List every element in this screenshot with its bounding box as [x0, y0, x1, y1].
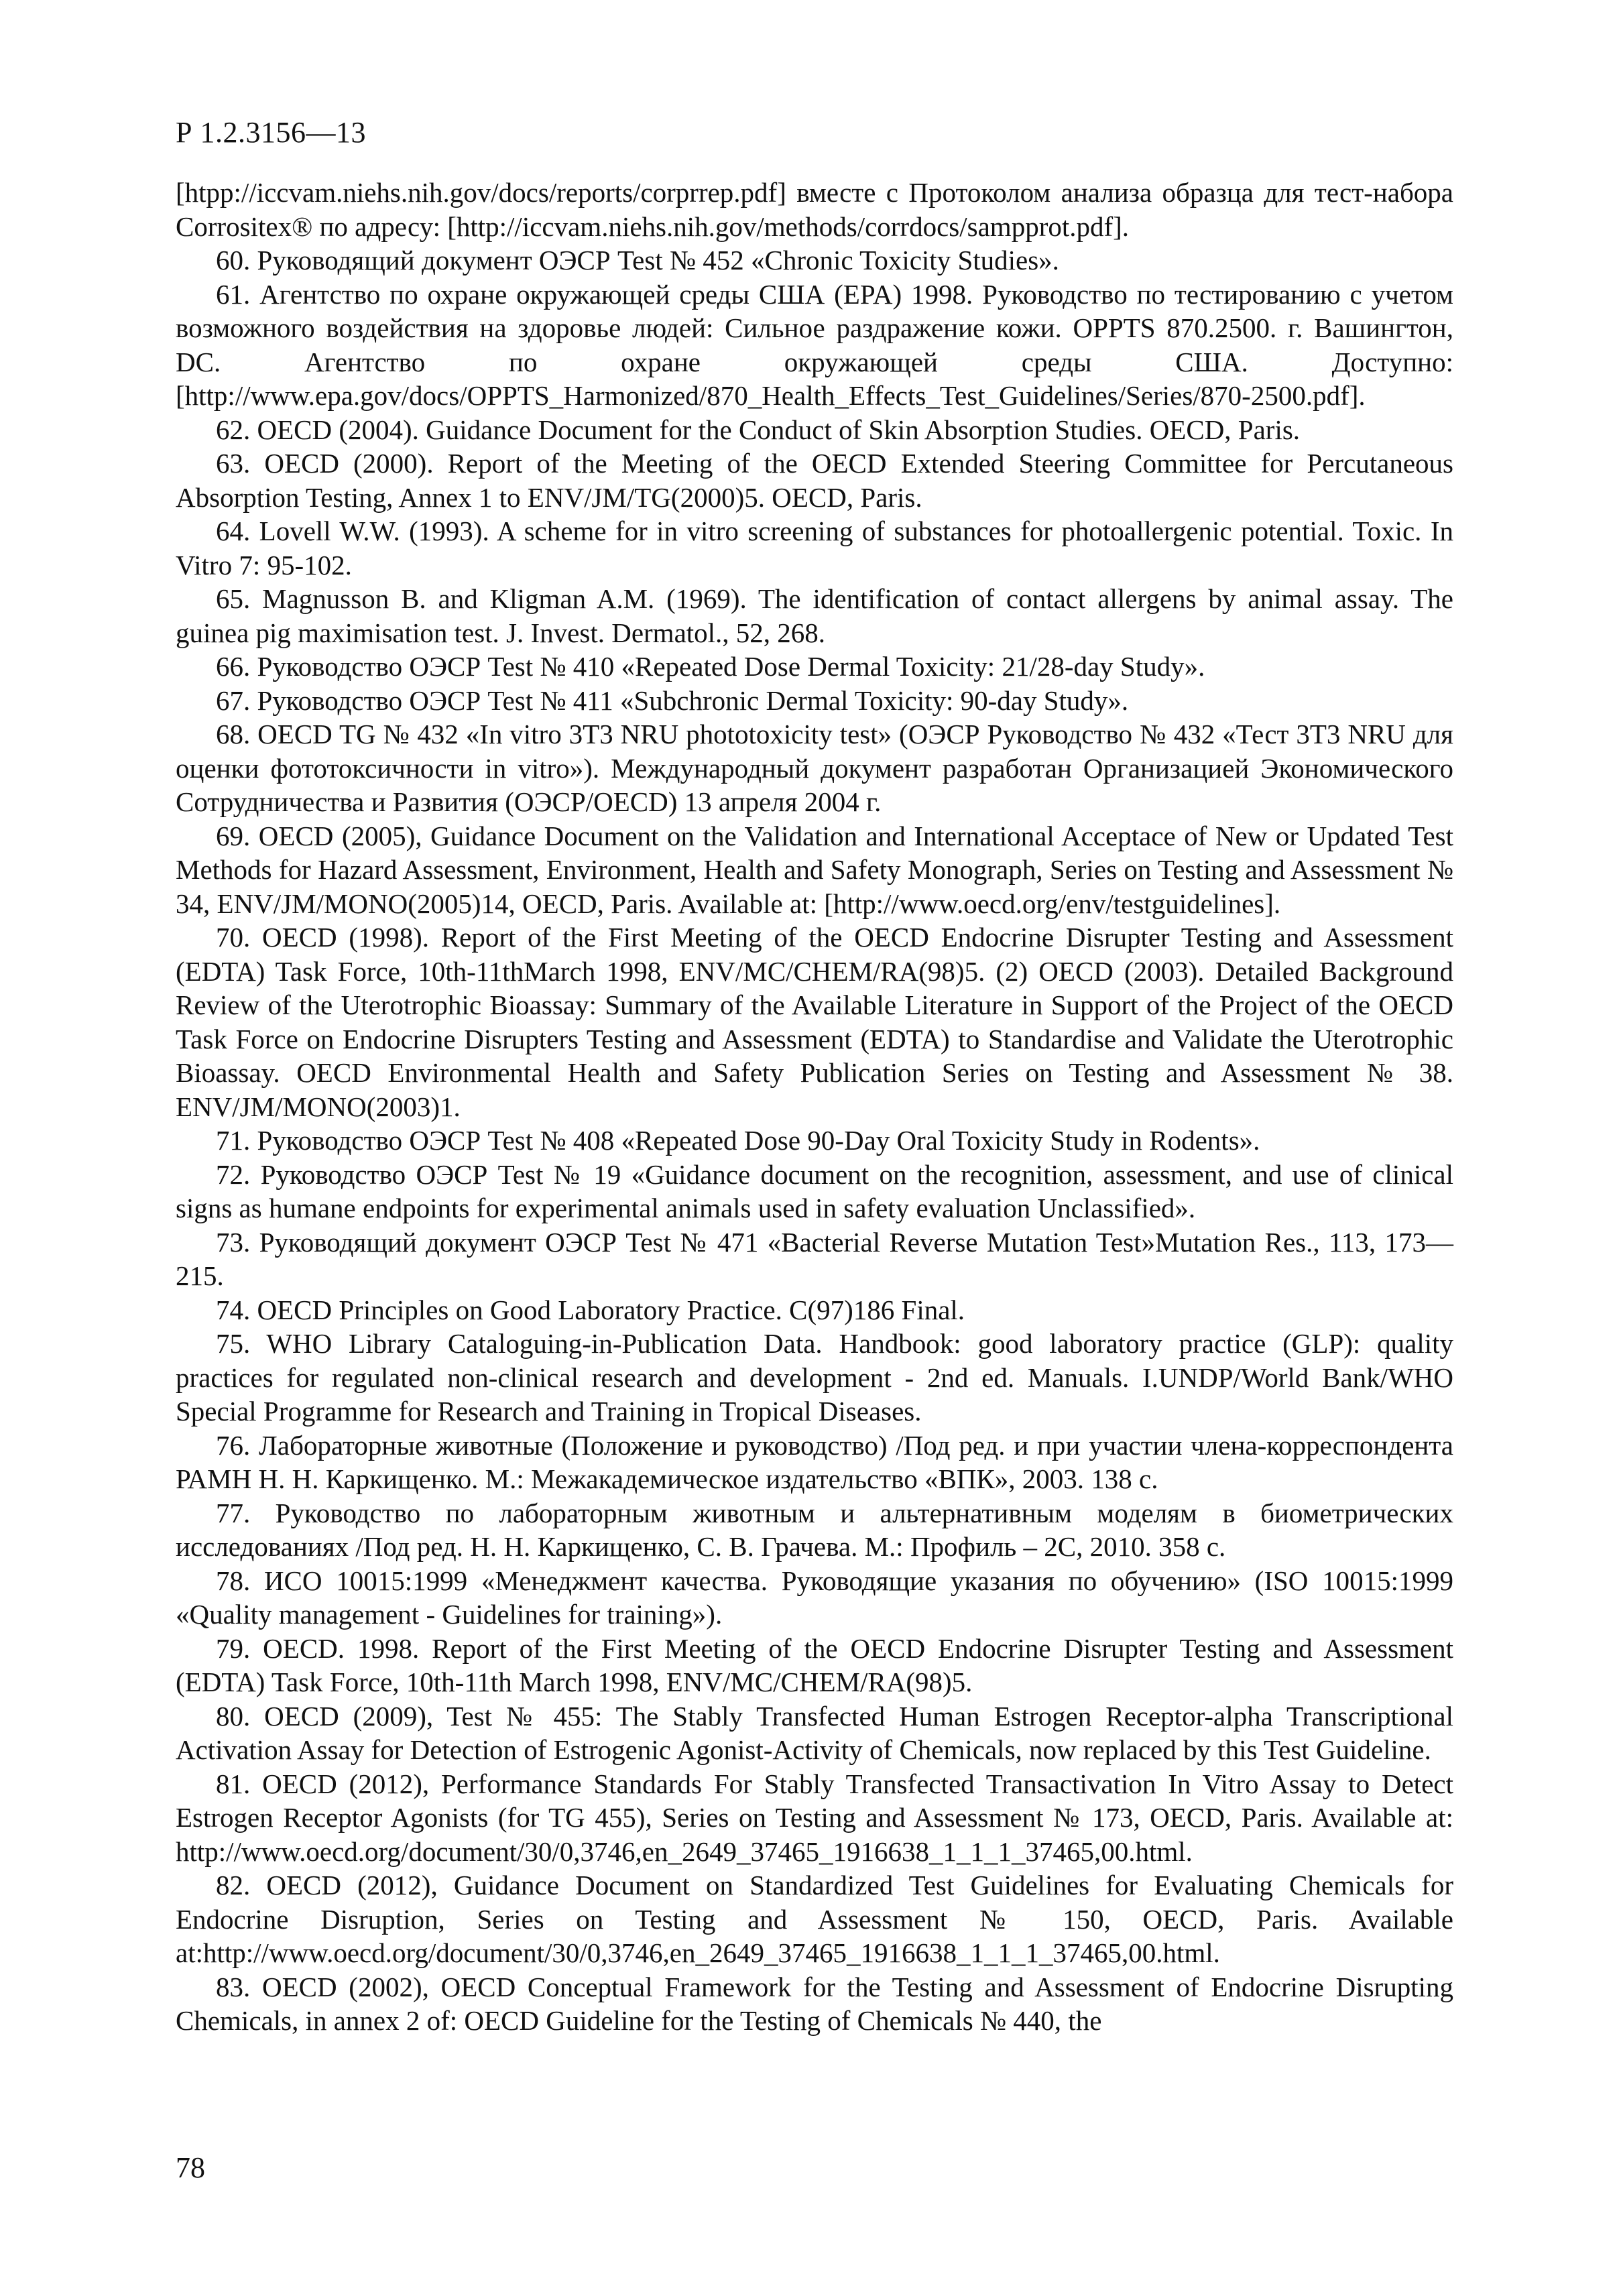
reference-item-70: 70. OECD (1998). Report of the First Meeting of the OECD Endocrine Disrupter Testing and Assessment (EDTA) Task Force, 10th-11thMarch 1998, ENV/MC/CHEM/RA(98)5. (2) OECD (2003). Detailed Background Review of the Uterotrophic Bioassay: Summary of the Available Literature in Support of the Project of the OECD Task Force on Endocrine Disrupters Testing and Assessment (EDTA) to Standardise and Validate the Uterotrophic Bioassay. OECD Environmental Health and Safety Publication Series on Testing and Assessment № 38. ENV/JM/MONO(2003)1. — [176, 922, 1453, 1122]
reference-item-67: 67. Руководство ОЭСР Test № 411 «Subchronic Dermal Toxicity: 90-day Study». — [216, 684, 1129, 716]
reference-item-76: 76. Лабораторные животные (Положение и руководство) /Под ред. и при участии члена-корреспондента РАМН Н. Н. Каркищенко. М.: Межакадемическое издательство «ВПК», 2003. 138 с. — [176, 1429, 1453, 1494]
reference-item-72: 72. Руководство ОЭСР Test № 19 «Guidance document on the recognition, assessment, and use of clinical signs as humane endpoints for experimental animals used in safety evaluation Unclassified». — [176, 1158, 1453, 1223]
reference-item-66: 66. Руководство ОЭСР Test № 410 «Repeated Dose Dermal Toxicity: 21/28-day Study». — [216, 651, 1205, 682]
reference-item-62: 62. OECD (2004). Guidance Document for the Conduct of Skin Absorption Studies. OECD, Paris. — [216, 414, 1301, 445]
reference-item-73: 73. Руководящий документ ОЭСР Test № 471 «Bacterial Reverse Mutation Test»Mutation Res., 113, 173—215. — [176, 1226, 1453, 1291]
reference-item-81: 81. OECD (2012), Performance Standards For Stably Transfected Transactivation In Vitro Assay to Detect Estrogen Receptor Agonists (for TG 455), Series on Testing and Assessment № 173, OECD, Paris. Available at: http://www.oecd.org/document/30/0,3746,en_2649_37465_1916638_1_1_1_37465,00.html. — [176, 1768, 1453, 1867]
references-list — [176, 176, 1453, 2038]
reference-item-79: 79. OECD. 1998. Report of the First Meeting of the OECD Endocrine Disrupter Testing and Assessment (EDTA) Task Force, 10th-11th March 1998, ENV/MC/CHEM/RA(98)5. — [176, 1632, 1453, 1697]
reference-item-63: 63. OECD (2000). Report of the Meeting of the OECD Extended Steering Committee for Percutaneous Absorption Testing, Annex 1 to ENV/JM/TG(2000)5. OECD, Paris. — [176, 448, 1453, 513]
reference-item-69: 69. OECD (2005), Guidance Document on the Validation and International Acceptace of New or Updated Test Methods for Hazard Assessment, Environment, Health and Safety Monograph, Series on Testing and Assessment № 34, ENV/JM/MONO(2005)14, OECD, Paris. Available at: [http://www.oecd.org/env/testguidelines]. — [176, 820, 1453, 919]
reference-item-83: 83. OECD (2002), OECD Conceptual Framework for the Testing and Assessment of Endocrine Disrupting Chemicals, in annex 2 of: OECD Guideline for the Testing of Chemicals № 440, the — [176, 1971, 1453, 2036]
reference-item-61: 61. Агентство по охране окружающей среды США (EPA) 1998. Руководство по тестированию с учетом возможного воздействия на здоровье людей: Сильное раздражение кожи. OPPTS 870.2500. г. Вашингтон, DC. Агентство по охране окружающей среды США. Доступно: [http://www.epa.gov/docs/OPPTS_Harmonized/870_Health_Effects_Test_Guidelines/Series/870-2500.pdf]. — [176, 278, 1453, 411]
document-code-header: Р 1.2.3156—13 — [176, 116, 366, 149]
reference-item-64: 64. Lovell W.W. (1993). A scheme for in vitro screening of substances for photoallergenic potential. Toxic. In Vitro 7: 95-102. — [176, 516, 1453, 581]
reference-item-71: 71. Руководство ОЭСР Test № 408 «Repeated Dose 90-Day Oral Toxicity Study in Rodents». — [216, 1125, 1260, 1156]
reference-item-68: 68. OECD TG № 432 «In vitro 3T3 NRU phototoxicity test» (ОЭСР Руководство № 432 «Тест 3T3 NRU для оценки фототоксичности in vitro»). Международный документ разработан Организацией Экономического Сотрудничества и Развития (ОЭСР/OECD) 13 апреля 2004 г. — [176, 719, 1453, 817]
reference-item-60: 60. Руководящий документ ОЭСР Test № 452 «Chronic Toxicity Studies». — [216, 245, 1059, 276]
reference-item-78: 78. ИСО 10015:1999 «Менеджмент качества. Руководящие указания по обучению» (ISO 10015:1999 «Quality management - Guidelines for training»). — [176, 1565, 1453, 1630]
reference-item-82: 82. OECD (2012), Guidance Document on Standardized Test Guidelines for Evaluating Chemicals for Endocrine Disruption, Series on Testing and Assessment № 150, OECD, Paris. Available at:http://www.oecd.org/document/30/0,3746,en_2649_37465_1916638_1_1_1_37465,00.html. — [176, 1870, 1453, 1968]
reference-item-77: 77. Руководство по лабораторным животным и альтернативным моделям в биометрических исследованиях /Под ред. Н. Н. Каркищенко, С. В. Грачева. М.: Профиль – 2С, 2010. 358 с. — [176, 1497, 1453, 1562]
reference-item-65: 65. Magnusson B. and Kligman A.M. (1969). The identification of contact allergens by animal assay. The guinea pig maximisation test. J. Invest. Dermatol., 52, 268. — [176, 583, 1453, 648]
reference-item-75: 75. WHO Library Cataloguing-in-Publication Data. Handbook: good laboratory practice (GLP): quality practices for regulated non-clinical research and development - 2nd ed. Manuals. I.UNDP/World Bank/WHO Special Programme for Research and Training in Tropical Diseases. — [176, 1328, 1453, 1427]
reference-item-74: 74. OECD Principles on Good Laboratory Practice. C(97)186 Final. — [216, 1294, 965, 1325]
reference-continuation: [htpp://iccvam.niehs.nih.gov/docs/reports/corprrep.pdf] вместе с Протоколом анализа образца для тест-набора Corrositex® по адресу: [http://iccvam.niehs.nih.gov/methods/corrdocs/sampprot.pdf]. — [176, 177, 1453, 242]
reference-item-80: 80. OECD (2009), Test № 455: The Stably Transfected Human Estrogen Receptor-alpha Transcriptional Activation Assay for Detection of Estrogenic Agonist-Activity of Chemicals, now replaced by this Test Guideline. — [176, 1700, 1453, 1765]
page-number: 78 — [176, 2151, 205, 2184]
